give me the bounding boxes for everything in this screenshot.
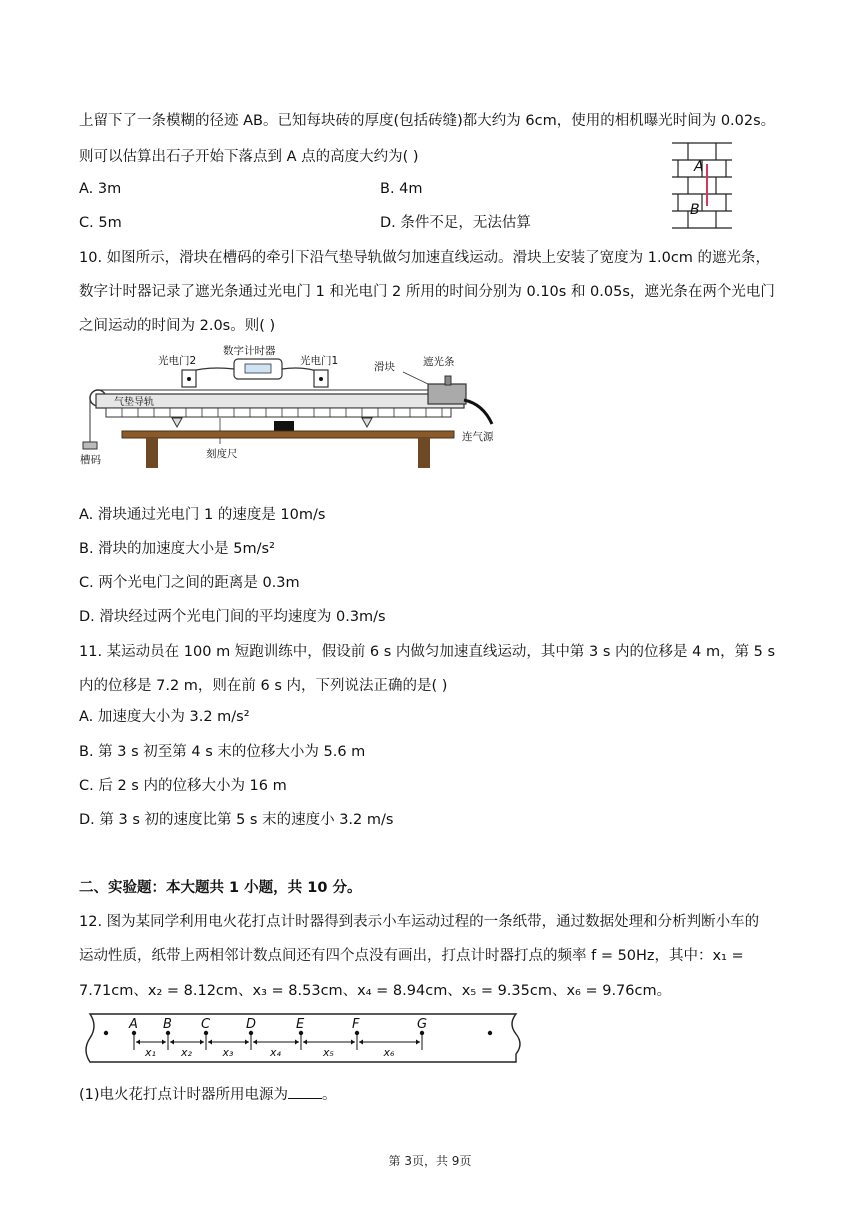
answer-blank[interactable] bbox=[288, 1084, 322, 1099]
q10-line-2: 数字计时器记录了遮光条通过光电门 1 和光电门 2 所用的时间分别为 0.10s 和 0.05s，遮光条在两个光电门 bbox=[79, 284, 775, 300]
tape-segment-label: x₆ bbox=[383, 1046, 395, 1059]
q12-line-1: 12. 图为某同学利用电火花打点计时器得到表示小车运动过程的一条纸带，通过数据处理和分析判断小车的 bbox=[79, 914, 760, 930]
gate2-label: 光电门2 bbox=[158, 355, 197, 367]
paper-tape-figure bbox=[76, 1010, 524, 1068]
q12-sub1-text: (1)电火花打点计时器所用电源为 bbox=[79, 1087, 289, 1103]
tape-point-label: D bbox=[246, 1017, 257, 1032]
air-track-figure bbox=[78, 342, 518, 470]
page-footer: 第 3页，共 9页 bbox=[388, 1154, 472, 1168]
q9-line-2: 则可以估算出石子开始下落点到 A 点的高度大约为( ) bbox=[79, 149, 419, 165]
q11-line-2: 内的位移是 7.2 m，则在前 6 s 内，下列说法正确的是( ) bbox=[79, 678, 448, 694]
q11-option-c[interactable]: C. 后 2 s 内的位移大小为 16 m bbox=[79, 778, 287, 794]
tape-point-label: B bbox=[163, 1017, 172, 1032]
q12-line-2: 运动性质，纸带上两相邻计数点间还有四个点没有画出，打点计时器打点的频率 f = 50Hz，其中：x₁ = bbox=[79, 948, 744, 964]
tape-segment-label: x₃ bbox=[222, 1046, 234, 1059]
timer-label: 数字计时器 bbox=[223, 345, 276, 357]
q10-line-1: 10. 如图所示，滑块在槽码的牵引下沿气垫导轨做匀加速直线运动。滑块上安装了宽度为 1.0cm 的遮光条， bbox=[79, 250, 771, 266]
slider-label: 滑块 bbox=[374, 361, 395, 373]
q9-option-a[interactable]: A. 3m bbox=[79, 181, 122, 197]
q10-option-d[interactable]: D. 滑块经过两个光电门间的平均速度为 0.3m/s bbox=[79, 609, 386, 625]
tape-segment-label: x₄ bbox=[270, 1046, 281, 1059]
q12-sub1 bbox=[79, 1084, 337, 1105]
q11-line-1: 11. 某运动员在 100 m 短跑训练中，假设前 6 s 内做匀加速直线运动，其中第 3 s 内的位移是 4 m，第 5 s bbox=[79, 644, 776, 660]
q11-option-a[interactable]: A. 加速度大小为 3.2 m/s² bbox=[79, 709, 250, 725]
q10-line-3: 之间运动的时间为 2.0s。则( ) bbox=[79, 318, 276, 334]
tape-point-label: G bbox=[417, 1017, 428, 1032]
point-a-label: A bbox=[694, 159, 704, 175]
section-2-title: 二、实验题：本大题共 1 小题，共 10 分。 bbox=[79, 880, 362, 896]
q11-option-b[interactable]: B. 第 3 s 初至第 4 s 末的位移大小为 5.6 m bbox=[79, 744, 366, 760]
rail-label: 气垫导轨 bbox=[114, 397, 154, 408]
q9-option-d[interactable]: D. 条件不足，无法估算 bbox=[380, 215, 531, 231]
tape-point-label: A bbox=[129, 1017, 138, 1032]
tape-segment-label: x₅ bbox=[323, 1046, 334, 1059]
q10-option-b[interactable]: B. 滑块的加速度大小是 5m/s² bbox=[79, 541, 275, 557]
tape-point-label: F bbox=[352, 1017, 360, 1032]
q12-line-3: 7.71cm、x₂ = 8.12cm、x₃ = 8.53cm、x₄ = 8.94cm、x₅ = 9.35cm、x₆ = 9.76cm。 bbox=[79, 983, 672, 999]
gate1-label: 光电门1 bbox=[300, 355, 339, 367]
ruler-label: 刻度尺 bbox=[206, 448, 238, 460]
q9-line-1: 上留下了一条模糊的径迹 AB。已知每块砖的厚度(包括砖缝)都大约为 6cm，使用的相机曝光时间为 0.02s。 bbox=[79, 113, 776, 129]
q10-option-a[interactable]: A. 滑块通过光电门 1 的速度是 10m/s bbox=[79, 507, 326, 523]
air-source-label: 连气源 bbox=[462, 431, 494, 443]
weight-label: 槽码 bbox=[80, 454, 101, 466]
tape-point-label: C bbox=[201, 1017, 211, 1032]
tape-segment-label: x₂ bbox=[181, 1046, 192, 1059]
tape-segment-label: x₁ bbox=[145, 1046, 156, 1059]
brick-wall-figure bbox=[670, 140, 734, 232]
q12-sub1-end: 。 bbox=[322, 1087, 337, 1103]
strip-label: 遮光条 bbox=[423, 356, 455, 368]
q11-option-d[interactable]: D. 第 3 s 初的速度比第 5 s 末的速度小 3.2 m/s bbox=[79, 812, 394, 828]
q9-option-c[interactable]: C. 5m bbox=[79, 215, 122, 231]
tape-point-label: E bbox=[296, 1017, 305, 1032]
q9-option-b[interactable]: B. 4m bbox=[380, 181, 423, 197]
q10-option-c[interactable]: C. 两个光电门之间的距离是 0.3m bbox=[79, 575, 300, 591]
point-b-label: B bbox=[690, 202, 700, 218]
